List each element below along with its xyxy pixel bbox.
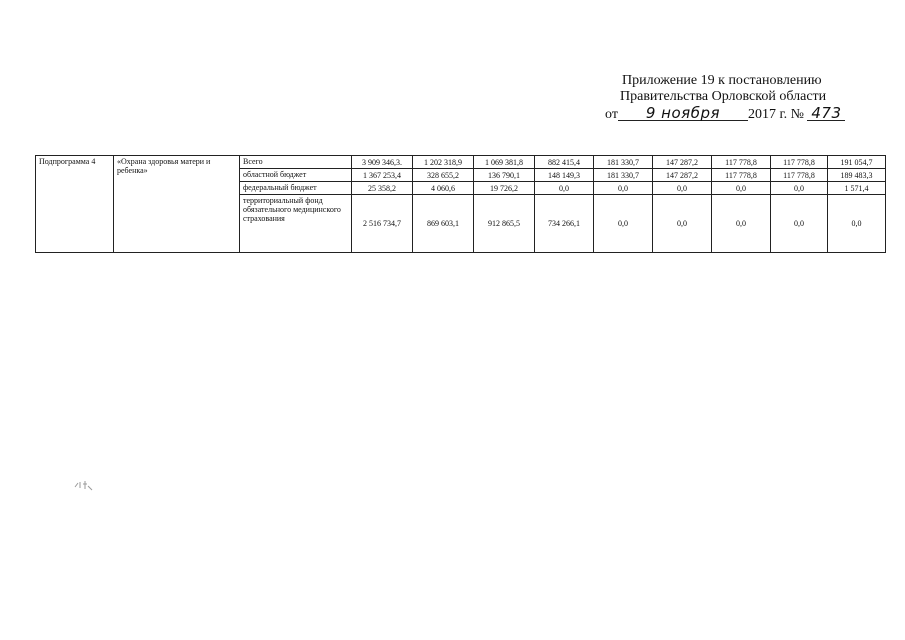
value-cell: 117 778,8 — [712, 169, 771, 182]
funding-source-cell: федеральный бюджет — [240, 182, 352, 195]
value-cell: 2 516 734,7 — [352, 195, 413, 253]
value-cell: 136 790,1 — [474, 169, 535, 182]
government-title: Правительства Орловской области — [620, 89, 827, 104]
value-cell: 147 287,2 — [653, 156, 712, 169]
appendix-title: Приложение 19 к постановлению — [622, 73, 822, 88]
subprogram-cell: Подпрограмма 4 — [36, 156, 114, 253]
value-cell: 117 778,8 — [712, 156, 771, 169]
value-cell: 734 266,1 — [535, 195, 594, 253]
value-cell: 912 865,5 — [474, 195, 535, 253]
value-cell: 117 778,8 — [771, 156, 828, 169]
value-cell: 0,0 — [771, 195, 828, 253]
funding-source-cell: территориальный фонд обязательного медицинского страхования — [240, 195, 352, 253]
handwritten-date: 9 ноября — [618, 106, 748, 121]
value-cell: 869 603,1 — [413, 195, 474, 253]
value-cell: 0,0 — [653, 195, 712, 253]
value-cell: 1 571,4 — [828, 182, 886, 195]
value-cell: 181 330,7 — [594, 169, 653, 182]
value-cell: 328 655,2 — [413, 169, 474, 182]
value-cell: 181 330,7 — [594, 156, 653, 169]
value-cell: 117 778,8 — [771, 169, 828, 182]
value-cell: 882 415,4 — [535, 156, 594, 169]
value-cell: 1 367 253,4 — [352, 169, 413, 182]
value-cell: 191 054,7 — [828, 156, 886, 169]
table-row — [36, 156, 886, 169]
value-cell: 1 202 318,9 — [413, 156, 474, 169]
value-cell: 25 358,2 — [352, 182, 413, 195]
value-cell: 19 726,2 — [474, 182, 535, 195]
value-cell: 147 287,2 — [653, 169, 712, 182]
funding-source-cell: областной бюджет — [240, 169, 352, 182]
value-cell: 0,0 — [594, 182, 653, 195]
decree-date-line — [605, 106, 845, 123]
value-cell: 0,0 — [653, 182, 712, 195]
funding-source-cell: Всего — [240, 156, 352, 169]
value-cell: 148 149,3 — [535, 169, 594, 182]
value-cell: 0,0 — [828, 195, 886, 253]
year-number-label: 2017 г. № — [747, 107, 804, 122]
value-cell: 4 060,6 — [413, 182, 474, 195]
value-cell: 189 483,3 — [828, 169, 886, 182]
date-prefix: от — [605, 107, 618, 122]
value-cell: 0,0 — [712, 182, 771, 195]
value-cell: 0,0 — [594, 195, 653, 253]
value-cell: 1 069 381,8 — [474, 156, 535, 169]
handwritten-number: 473 — [807, 106, 845, 121]
value-cell: 0,0 — [712, 195, 771, 253]
value-cell: 0,0 — [535, 182, 594, 195]
value-cell: 3 909 346,3. — [352, 156, 413, 169]
scan-mark — [73, 478, 95, 492]
subprogram-name-cell: «Охрана здоровья матери и ребенка» — [114, 156, 240, 253]
funding-table — [35, 155, 886, 253]
value-cell: 0,0 — [771, 182, 828, 195]
